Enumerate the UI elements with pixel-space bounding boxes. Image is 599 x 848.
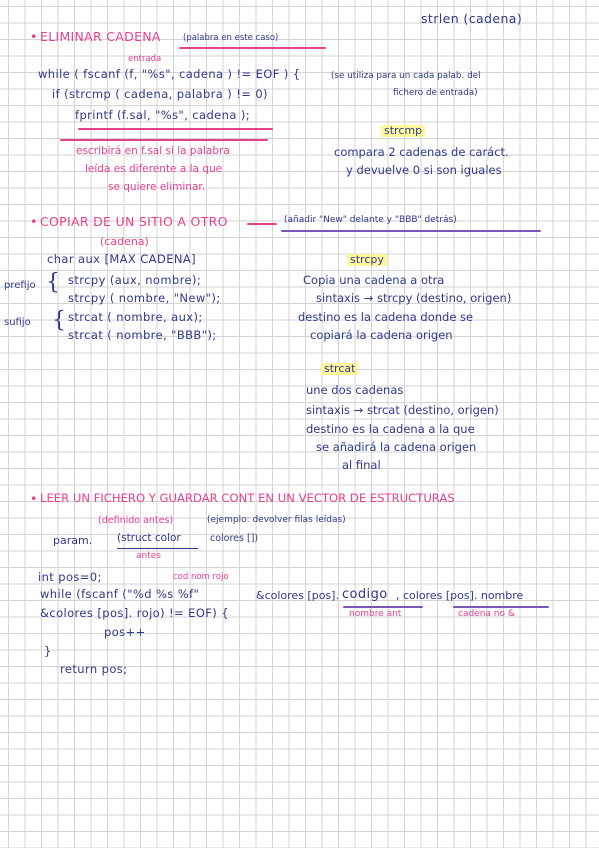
section1-code-line3: fprintf (f.sal, "%s", cadena ); [75, 108, 250, 122]
section1-note: (palabra en este caso) [183, 33, 279, 43]
strcpy-line2: sintaxis → strcpy (destino, origen) [316, 291, 512, 305]
side-note-line1: (se utiliza para un cada palab. del [331, 71, 481, 81]
example-note: (ejemplo: devolver filas leídas) [207, 515, 346, 525]
section1-bullet: • [30, 29, 38, 44]
colores-part1: &colores [pos]. [256, 589, 339, 602]
section2-bullet: • [30, 214, 38, 229]
strcmp-line1: compara 2 cadenas de caráct. [334, 145, 509, 159]
section2-code-line1: strcpy (aux, nombre); [68, 273, 202, 287]
while-line2: &colores [pos]. rojo) != EOF) { [40, 606, 229, 620]
section2-code-line2: strcpy ( nombre, "New"); [68, 291, 221, 305]
annot-cod-nom-rojo: cod nom rojo [173, 572, 229, 582]
while-line: while (fscanf ("%d %s %f" [40, 587, 200, 601]
strcpy-line1: Copia una cadena a otra [303, 273, 445, 287]
nombre-underline [453, 606, 549, 608]
corner-label: strlen (cadena) [421, 11, 523, 26]
pink-note-line3: se quiere eliminar. [108, 181, 206, 193]
nombre-ant-note: nombre ant [349, 609, 402, 619]
section3-bullet: • [30, 491, 38, 506]
entrada-annotation: entrada [128, 54, 162, 64]
strcat-line3: destino es la cadena a la que [306, 422, 475, 436]
strcat-title: strcat [321, 363, 358, 375]
section1-title: ELIMINAR CADENA [40, 29, 161, 44]
strcmp-title: strcmp [381, 125, 425, 137]
defined-note: (definido antes) [98, 515, 174, 526]
strcpy-line4: copiará la cadena origen [310, 328, 453, 342]
section1-code-underline [78, 128, 273, 130]
strcat-line2: sintaxis → strcat (destino, origen) [306, 403, 499, 417]
strcat-line1: une dos cadenas [306, 383, 404, 397]
section2-note-underline [281, 230, 541, 232]
pos-increment: pos++ [104, 625, 146, 639]
param-value-underline [117, 548, 198, 549]
strcmp-line2: y devuelve 0 si son iguales [346, 163, 502, 177]
return-line: return pos; [60, 662, 128, 676]
antes-annotation: antes [136, 551, 161, 561]
param-label: param. [53, 534, 93, 547]
strcpy-title: strcpy [347, 254, 387, 266]
section2-code-line4: strcat ( nombre, "BBB"); [68, 328, 217, 342]
section2-dash [247, 223, 277, 225]
section1-code-line1: while ( fscanf (f, "%s", cadena ) != EOF ) { [38, 67, 301, 81]
pink-note-line2: leída es diferente a la que [85, 163, 223, 175]
section1-pink-divider [60, 139, 268, 141]
pink-note-line1: escribirá en f.sal si la palabra [76, 145, 230, 157]
int-pos-line: int pos=0; [38, 570, 102, 584]
prefijo-brace: { [46, 270, 60, 295]
strcat-line4: se añadirá la cadena origen [316, 440, 477, 454]
prefijo-label: prefijo [4, 280, 36, 291]
strcat-line5: al final [342, 458, 381, 472]
section1-code-line2: if (strcmp ( cadena, palabra ) != 0) [52, 87, 268, 101]
side-note-line2: fichero de entrada) [393, 88, 478, 98]
cadena-no-amp-note: cadena no & [458, 609, 515, 619]
codigo-word: codigo [342, 587, 388, 602]
close-brace: } [44, 644, 52, 658]
char-aux-decl: char aux [MAX CADENA] [47, 252, 197, 266]
sufijo-brace: { [52, 308, 66, 333]
section1-note-underline [179, 47, 326, 49]
section2-subtitle: (cadena) [100, 235, 149, 248]
strcpy-line3: destino es la cadena donde se [298, 310, 474, 324]
section3-title: LEER UN FICHERO Y GUARDAR CONT EN UN VECTOR DE ESTRUCTURAS [40, 491, 455, 505]
codigo-underline [343, 606, 423, 608]
section2-note: (añadir "New" delante y "BBB" detrás) [284, 215, 457, 225]
sufijo-label: sufijo [4, 317, 31, 328]
section2-title: COPIAR DE UN SITIO A OTRO [40, 214, 228, 229]
param-value: (struct color [117, 532, 181, 544]
colores-part2: , colores [pos]. nombre [396, 589, 524, 602]
section2-code-line3: strcat ( nombre, aux); [68, 310, 203, 324]
param-rest: colores []) [210, 533, 259, 544]
